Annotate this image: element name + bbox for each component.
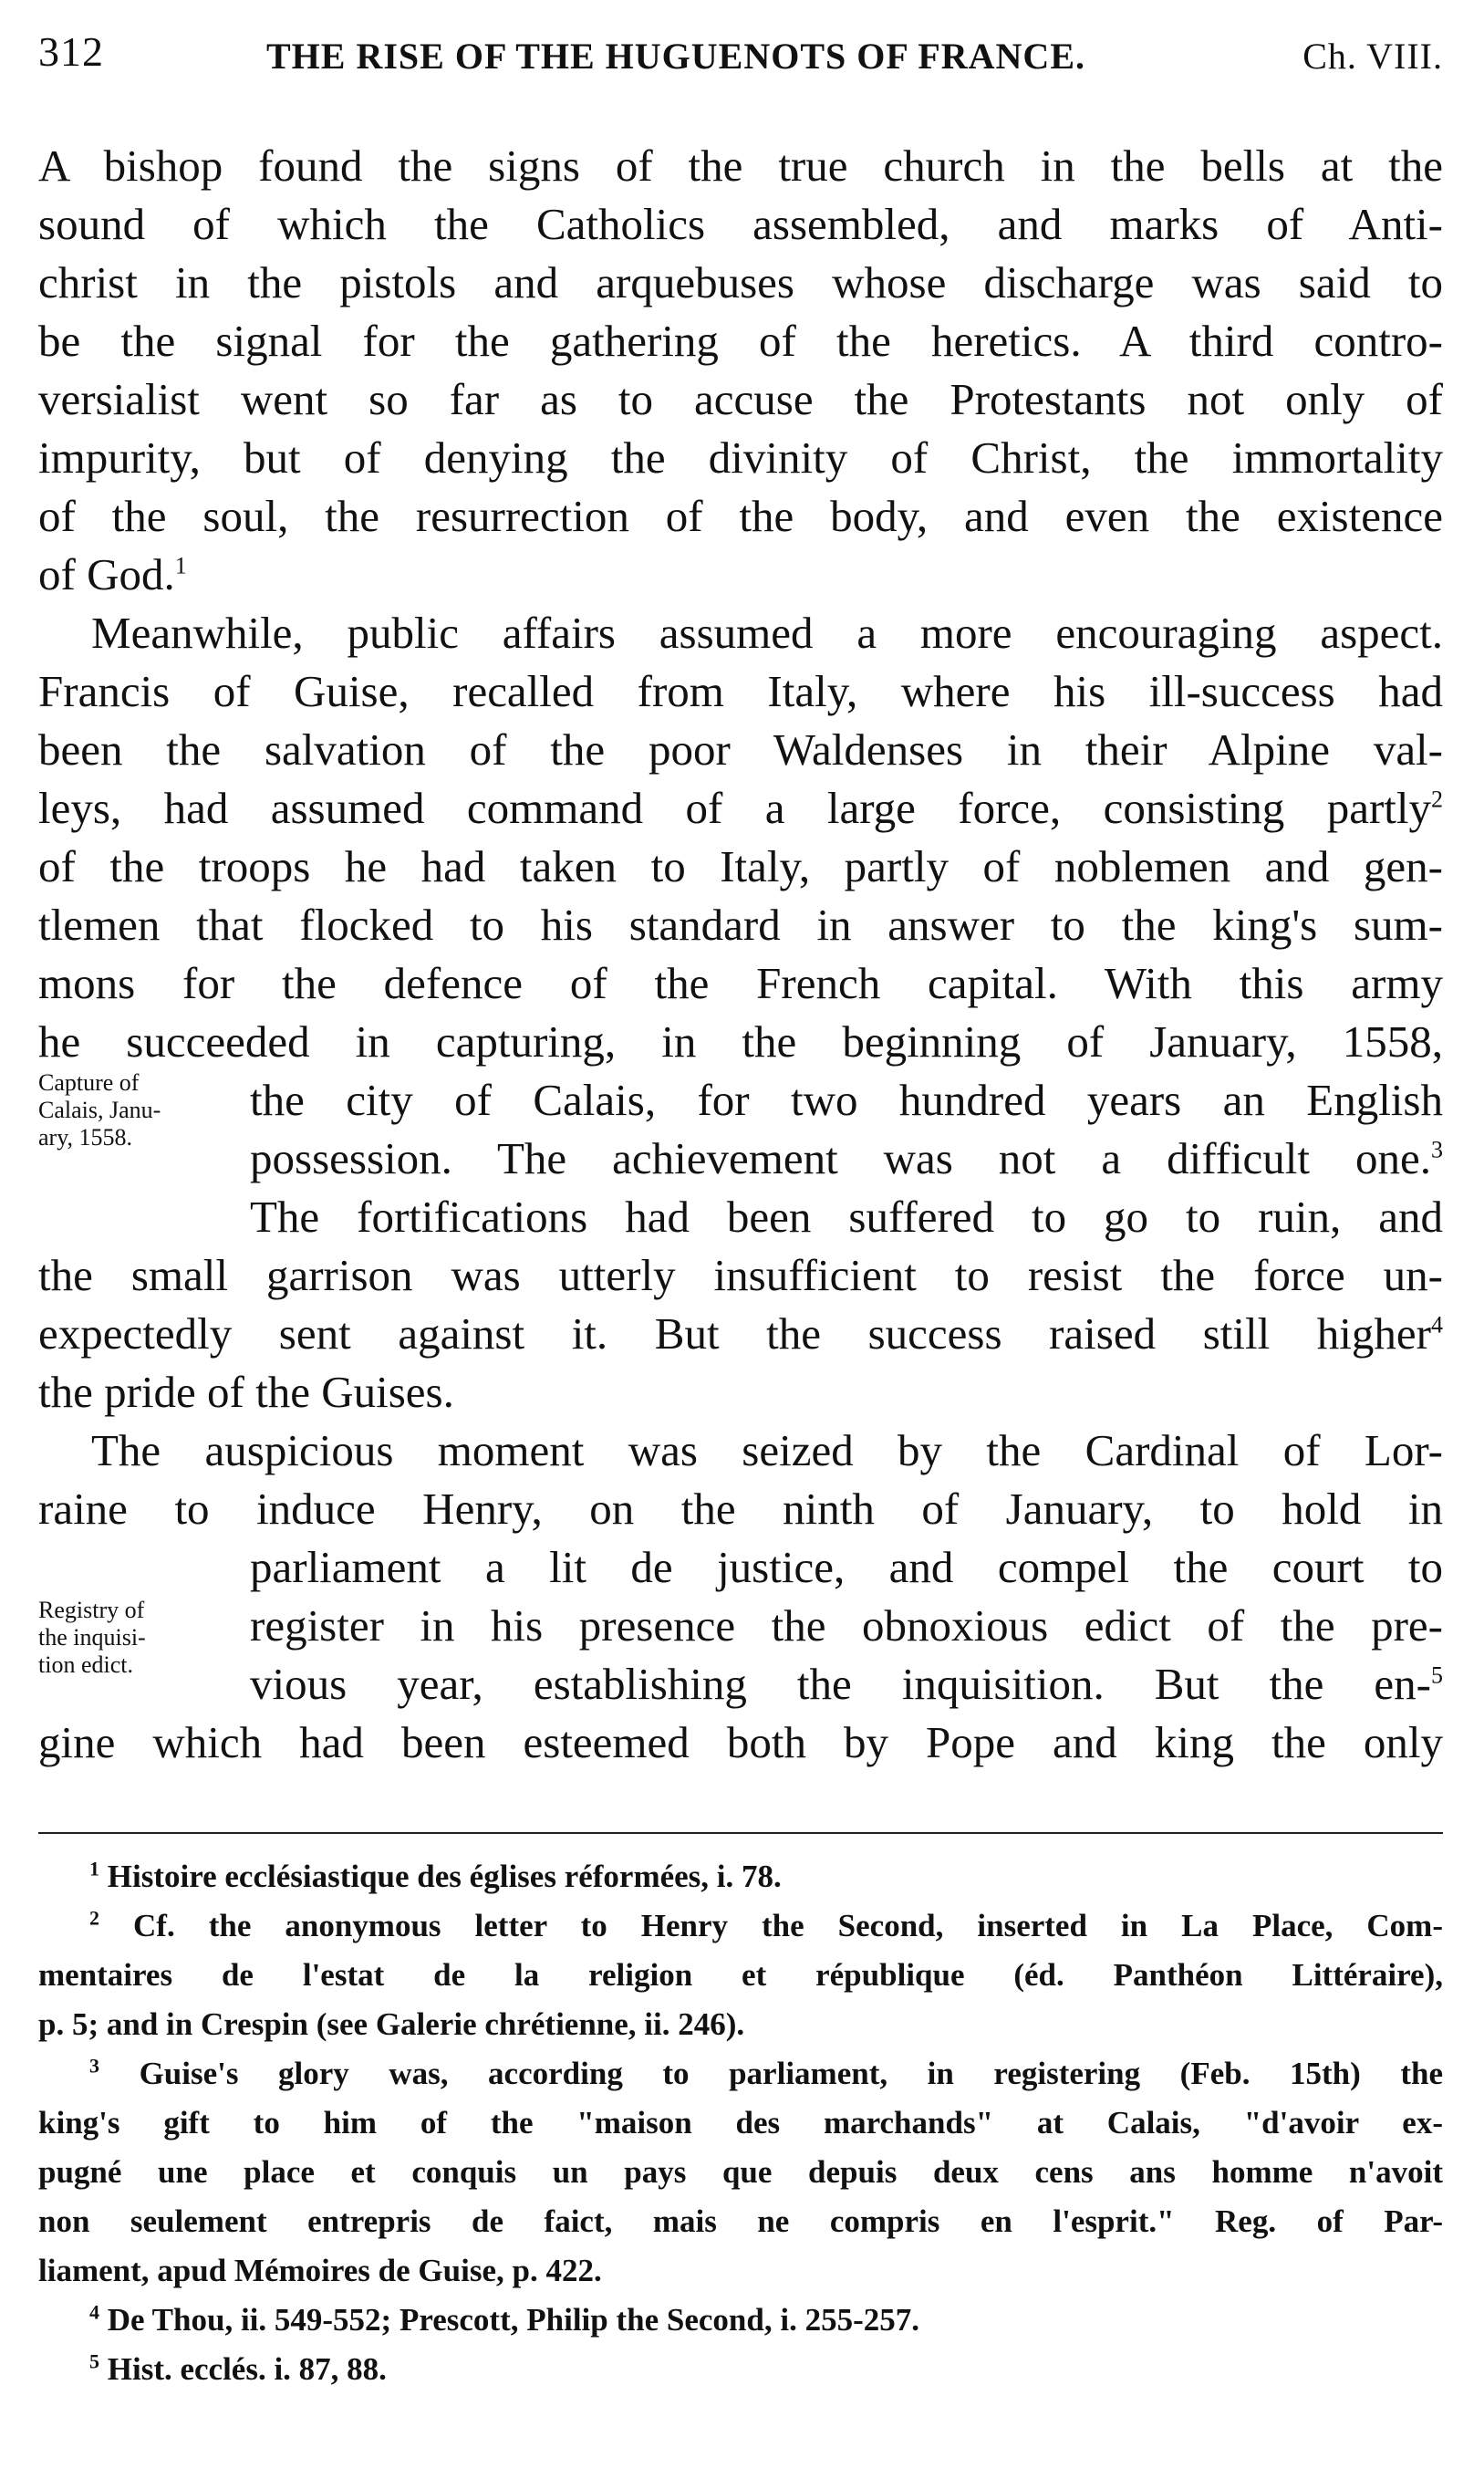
margin-note-line: Capture of	[38, 1069, 140, 1096]
body-line: impurity, but of denying the divinity of Christ, the immortality	[38, 432, 1443, 483]
margin-note-line: ary, 1558.	[38, 1124, 133, 1151]
footnote-ref: 2	[1431, 786, 1443, 813]
body-line: the city of Calais, for two hundred years an English	[250, 1075, 1443, 1125]
footnote-ref: 3	[1431, 1136, 1443, 1163]
body-line-text: possession. The achievement was not a difficult one.	[250, 1133, 1431, 1183]
running-title: THE RISE OF THE HUGUENOTS OF FRANCE.	[266, 36, 1085, 77]
body-line-text: leys, had assumed command of a large force, consisting partly	[38, 783, 1431, 833]
margin-note-line: the inquisi-	[38, 1624, 146, 1651]
body-line-text: vious year, establishing the inquisition. But the en-	[250, 1659, 1431, 1709]
footnote-line: pugné une place et conquis un pays que depuis deux cens ans homme n'avoit	[38, 2154, 1443, 2190]
margin-note-line: Registry of	[38, 1597, 145, 1623]
body-line: the small garrison was utterly insufficient to resist the force un-	[38, 1250, 1443, 1300]
footnote-ref: 1	[174, 552, 187, 579]
body-line	[38, 1130, 1443, 1188]
footnote-text: De Thou, ii. 549-552; Prescott, Philip the Second, i. 255-257.	[107, 2302, 919, 2338]
body-line: been the salvation of the poor Waldenses in their Alpine val-	[38, 724, 1443, 775]
body-line: The fortifications had been suffered to go to ruin, and	[250, 1192, 1443, 1242]
body-line: Francis of Guise, recalled from Italy, where his ill-success had	[38, 666, 1443, 716]
footnote-number: 2	[89, 1906, 99, 1930]
body-line: of the soul, the resurrection of the body, and even the existence	[38, 491, 1443, 541]
running-head	[38, 27, 1443, 82]
footnote-line	[38, 2296, 1443, 2345]
footnote-text: Guise's glory was, according to parliament, in registering (Feb. 15th) the	[139, 2056, 1444, 2091]
body-line: be the signal for the gathering of the heretics. A third contro-	[38, 316, 1443, 366]
footnote-line	[38, 2049, 1443, 2099]
body-line: mons for the defence of the French capital. With this army	[38, 958, 1443, 1008]
footnote-text: Cf. the anonymous letter to Henry the Second, inserted in La Place, Com-	[133, 1908, 1443, 1943]
footnote-line	[38, 2345, 1443, 2394]
body-line: of the troops he had taken to Italy, partly of noblemen and gen-	[38, 841, 1443, 891]
body-line: register in his presence the obnoxious edict of the pre-	[250, 1600, 1443, 1651]
body-line: Meanwhile, public affairs assumed a more encouraging aspect.	[91, 608, 1443, 658]
page-number: 312	[38, 28, 104, 75]
footnote-rule	[38, 1832, 1443, 1834]
footnote-line: non seulement entrepris de faict, mais ne compris en l'esprit." Reg. of Par-	[38, 2203, 1443, 2239]
body-line	[38, 1305, 1443, 1363]
margin-note-line: tion edict.	[38, 1651, 133, 1678]
margin-note-line: Calais, Janu-	[38, 1097, 161, 1123]
footnote-line	[38, 1852, 1443, 1901]
body-line: he succeeded in capturing, in the beginning of January, 1558,	[38, 1016, 1443, 1067]
chapter-label: Ch. VIII.	[1302, 36, 1443, 77]
footnote-ref: 5	[1431, 1661, 1443, 1689]
body-line: raine to induce Henry, on the ninth of January, to hold in	[38, 1484, 1443, 1534]
footnotes	[38, 1852, 1443, 2394]
body-line-text: expectedly sent against it. But the success raised still higher	[38, 1308, 1431, 1359]
footnote-number: 5	[89, 2349, 99, 2373]
body-line-text: of God.	[38, 549, 175, 599]
footnote-number: 1	[89, 1857, 99, 1880]
footnote-line: king's gift to him of the "maison des marchands" at Calais, "d'avoir ex-	[38, 2105, 1443, 2140]
footnote-number: 3	[89, 2054, 99, 2078]
margin-note-calais	[38, 1069, 230, 1151]
body-line: parliament a lit de justice, and compel the court to	[250, 1542, 1443, 1592]
footnote-line: liament, apud Mémoires de Guise, p. 422.	[38, 2253, 602, 2288]
body-line: A bishop found the signs of the true church in the bells at the	[38, 141, 1443, 191]
footnote-text: Histoire ecclésiastique des églises réformées, i. 78.	[107, 1859, 782, 1894]
body-text	[38, 137, 1443, 1772]
footnote-line: p. 5; and in Crespin (see Galerie chrétienne, ii. 246).	[38, 2006, 745, 2042]
footnote-line	[38, 1901, 1443, 1951]
body-line: tlemen that flocked to his standard in answer to the king's sum-	[38, 900, 1443, 950]
footnote-ref: 4	[1431, 1311, 1443, 1338]
margin-note-inquisition	[38, 1597, 230, 1679]
body-line: gine which had been esteemed both by Pope and king the only	[38, 1717, 1443, 1767]
body-line	[38, 546, 1443, 604]
body-line	[38, 779, 1443, 838]
body-line	[38, 1655, 1443, 1713]
body-line: versialist went so far as to accuse the Protestants not only of	[38, 374, 1443, 424]
footnote-line: mentaires de l'estat de la religion et république (éd. Panthéon Littéraire),	[38, 1957, 1443, 1993]
footnote-text: Hist. ecclés. i. 87, 88.	[107, 2351, 387, 2387]
body-line: christ in the pistols and arquebuses whose discharge was said to	[38, 257, 1443, 307]
body-line: the pride of the Guises.	[38, 1367, 454, 1417]
footnote-number: 4	[89, 2300, 99, 2324]
body-line: The auspicious moment was seized by the Cardinal of Lor-	[91, 1425, 1443, 1475]
body-line: sound of which the Catholics assembled, and marks of Anti-	[38, 199, 1443, 249]
